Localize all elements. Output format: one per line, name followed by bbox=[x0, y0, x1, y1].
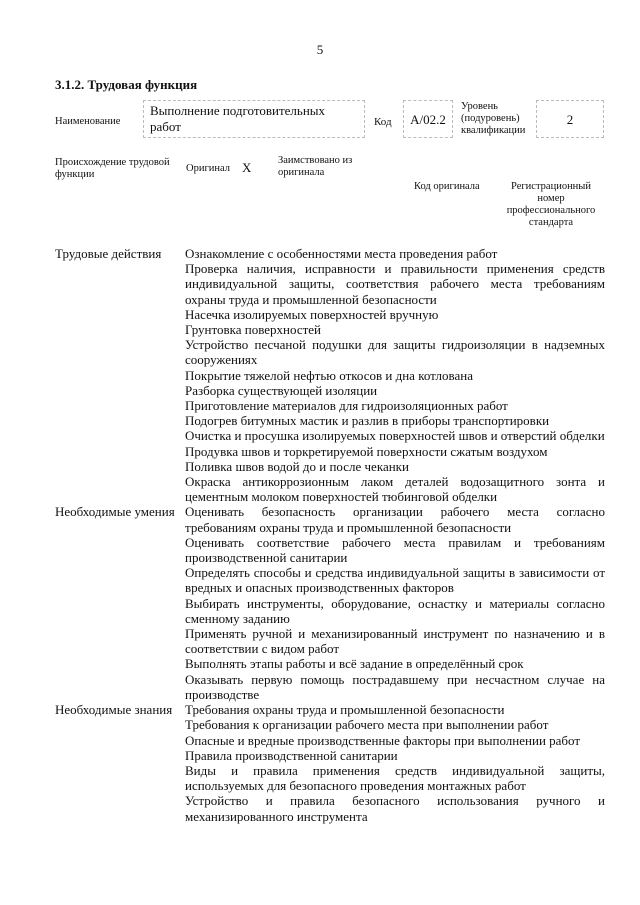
list-item: Опасные и вредные производственные факторы при выполнении работ bbox=[185, 732, 581, 748]
reg-number-label: Регистрационный номер профессионального стандарта bbox=[506, 181, 596, 228]
list-item: Подогрев битумных мастик и разлив в приборы транспортировки bbox=[185, 413, 550, 429]
original-label: Оригинал bbox=[186, 163, 230, 174]
list-item: Продувка швов и торкретируемой поверхности сжатым воздухом bbox=[185, 443, 548, 459]
list-item: Оценивать соответствие рабочего места правилам и требованиям производственной санитарии bbox=[185, 534, 605, 566]
name-label: Наименование bbox=[55, 116, 121, 127]
list-item: Требования охраны труда и промышленной безопасности bbox=[185, 702, 505, 718]
code-value: А/02.2 bbox=[410, 112, 446, 127]
level-value: 2 bbox=[566, 112, 574, 127]
list-item: Насечка изолируемых поверхностей вручную bbox=[185, 306, 439, 322]
list-item: Ознакомление с особенностями места проведения работ bbox=[185, 246, 498, 261]
list-item: Применять ручной и механизированный инструмент по назначению и в соответствии с видом работ bbox=[185, 626, 605, 657]
original-code-label: Код оригинала bbox=[414, 181, 480, 192]
required-skills-section bbox=[55, 504, 605, 702]
item-list bbox=[185, 504, 605, 702]
list-item: Очистка и просушка изолируемых поверхностей швов и отверстий обделки bbox=[185, 428, 605, 444]
list-item: Окраска антикоррозионным лаком деталей водозащитного зонта и цементным молоком поверхностей тюбинговой обделки bbox=[185, 474, 605, 505]
item-list bbox=[185, 246, 605, 504]
required-knowledge-section bbox=[55, 702, 605, 824]
section-title: 3.1.2. Трудовая функция bbox=[55, 77, 198, 92]
list-item: Выполнять этапы работы и всё задание в определённый срок bbox=[185, 656, 524, 672]
list-item: Устройство и правила безопасного использования ручного и механизированного инструмента bbox=[185, 793, 605, 824]
list-item: Приготовление материалов для гидроизоляционных работ bbox=[185, 398, 508, 414]
original-mark: X bbox=[242, 160, 252, 175]
level-label: Уровень (подуровень) квалификации bbox=[461, 101, 526, 136]
list-item: Оценивать безопасность организации рабочего места согласно требованиям охраны труда и промышленной безопасности bbox=[185, 504, 605, 535]
list-item: Требования к организации рабочего места при выполнении работ bbox=[185, 717, 549, 733]
list-item: Оказывать первую помощь пострадавшему при несчастном случае на производстве bbox=[185, 671, 605, 702]
page-number: 5 bbox=[316, 42, 324, 57]
item-list bbox=[185, 702, 605, 824]
list-item: Правила производственной санитарии bbox=[185, 747, 398, 763]
function-name: Выполнение подготовительных работ bbox=[150, 103, 326, 134]
section-heading: Необходимые умения bbox=[55, 504, 175, 520]
function-name-box bbox=[143, 100, 365, 138]
code-box bbox=[403, 100, 453, 138]
section-heading: Необходимые знания bbox=[55, 702, 173, 718]
section-heading: Трудовые действия bbox=[55, 246, 162, 261]
list-item: Устройство песчаной подушки для защиты гидроизоляции в надземных сооружениях bbox=[185, 337, 605, 368]
function-content bbox=[55, 246, 605, 824]
origin-label: Происхождение трудовой функции bbox=[55, 157, 170, 180]
code-label: Код bbox=[374, 116, 392, 128]
list-item: Покрытие тяжелой нефтью откосов и дна котлована bbox=[185, 367, 473, 383]
labor-actions-section bbox=[55, 246, 605, 504]
list-item: Выбирать инструменты, оборудование, оснастку и материалы согласно сменному заданию bbox=[185, 595, 605, 626]
list-item: Поливка швов водой до и после чеканки bbox=[185, 458, 409, 474]
list-item: Проверка наличия, исправности и правильности применения средств индивидуальной защиты, соответствия рабочего места требованиям охраны труда и промышленной безопасности bbox=[185, 261, 605, 307]
level-box bbox=[536, 100, 604, 138]
list-item: Разборка существующей изоляции bbox=[185, 382, 378, 398]
borrowed-label: Заимствовано из оригинала bbox=[278, 155, 353, 178]
list-item: Определять способы и средства индивидуальной защиты в зависимости от вредных и опасных производственных факторов bbox=[185, 565, 605, 596]
list-item: Грунтовка поверхностей bbox=[185, 322, 322, 338]
list-item: Виды и правила применения средств индивидуальной защиты, используемых для безопасного проведения монтажных работ bbox=[185, 762, 605, 794]
